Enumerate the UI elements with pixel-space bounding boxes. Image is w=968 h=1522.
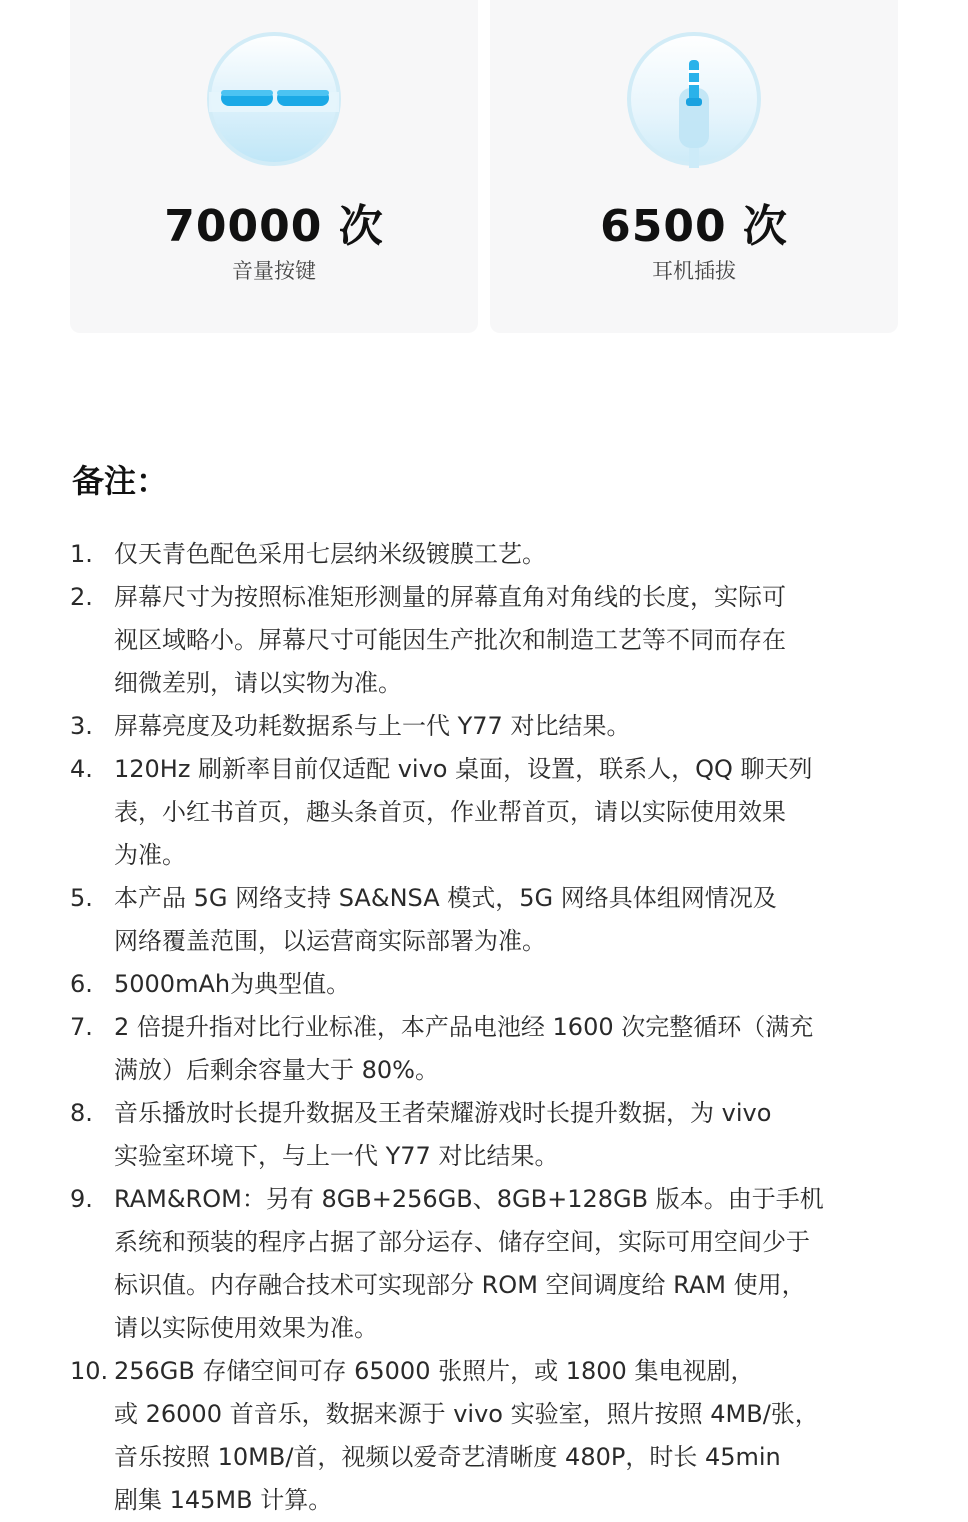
- note-text: RAM&ROM：另有 8GB+256GB、8GB+128GB 版本。由于手机 系统和预装的程序占据了部分运存、储存空间，实际可用空间少于 标识值。内存融合技术可实现部分 ROM 空间调度给 RAM 使用， 请以实际使用效果为准。: [114, 1185, 824, 1342]
- headphone-jack-label: 耳机插拔: [652, 259, 736, 283]
- note-text: 2 倍提升指对比行业标准，本产品电池经 1600 次完整循环（满充 满放）后剩余容量大于 80%。: [114, 1013, 814, 1084]
- note-number: 5.: [70, 884, 93, 912]
- note-number: 2.: [70, 583, 93, 611]
- note-number: 9.: [70, 1185, 93, 1213]
- note-text: 音乐播放时长提升数据及王者荣耀游戏时长提升数据，为 vivo 实验室环境下，与上一代 Y77 对比结果。: [114, 1099, 772, 1170]
- note-text: 120Hz 刷新率目前仅适配 vivo 桌面，设置，联系人，QQ 聊天列 表，小红书首页，趣头条首页，作业帮首页，请以实际使用效果 为准。: [114, 755, 813, 869]
- note-text: 仅天青色配色采用七层纳米级镀膜工艺。: [114, 540, 546, 568]
- volume-button-icon: [205, 30, 343, 168]
- note-item: [70, 1092, 900, 1178]
- note-item: [70, 1006, 900, 1092]
- note-item: [70, 748, 900, 877]
- notes-title: 备注：: [72, 462, 169, 500]
- note-text: 屏幕亮度及功耗数据系与上一代 Y77 对比结果。: [114, 712, 631, 740]
- note-number: 10.: [70, 1357, 109, 1385]
- note-item: [70, 533, 900, 576]
- note-item: [70, 576, 900, 705]
- notes-list: [70, 533, 900, 1522]
- note-number: 7.: [70, 1013, 93, 1041]
- note-number: 6.: [70, 970, 93, 998]
- note-item: [70, 705, 900, 748]
- headphone-jack-count: 6500 次: [600, 201, 788, 252]
- headphone-jack-icon: [625, 30, 763, 168]
- note-number: 3.: [70, 712, 93, 740]
- stat-card-volume-button: [70, 0, 478, 333]
- note-number: 1.: [70, 540, 93, 568]
- note-item: [70, 1178, 900, 1350]
- note-text: 256GB 存储空间可存 65000 张照片，或 1800 集电视剧， 或 26000 首音乐，数据来源于 vivo 实验室，照片按照 4MB/张， 音乐按照 10MB/首，视频以爱奇艺清晰度 480P，时长 45min 剧集 145MB 计算。: [114, 1357, 819, 1514]
- volume-button-label: 音量按键: [232, 259, 316, 283]
- note-text: 本产品 5G 网络支持 SA&NSA 模式，5G 网络具体组网情况及 网络覆盖范围，以运营商实际部署为准。: [114, 884, 777, 955]
- note-item: [70, 877, 900, 963]
- volume-button-count: 70000 次: [164, 201, 384, 252]
- note-item: [70, 963, 900, 1006]
- note-number: 8.: [70, 1099, 93, 1127]
- note-item: [70, 1350, 900, 1522]
- note-number: 4.: [70, 755, 93, 783]
- stat-card-headphone-jack: [490, 0, 898, 333]
- note-text: 5000mAh为典型值。: [114, 970, 351, 998]
- note-text: 屏幕尺寸为按照标准矩形测量的屏幕直角对角线的长度，实际可 视区域略小。屏幕尺寸可能因生产批次和制造工艺等不同而存在 细微差别，请以实物为准。: [114, 583, 786, 697]
